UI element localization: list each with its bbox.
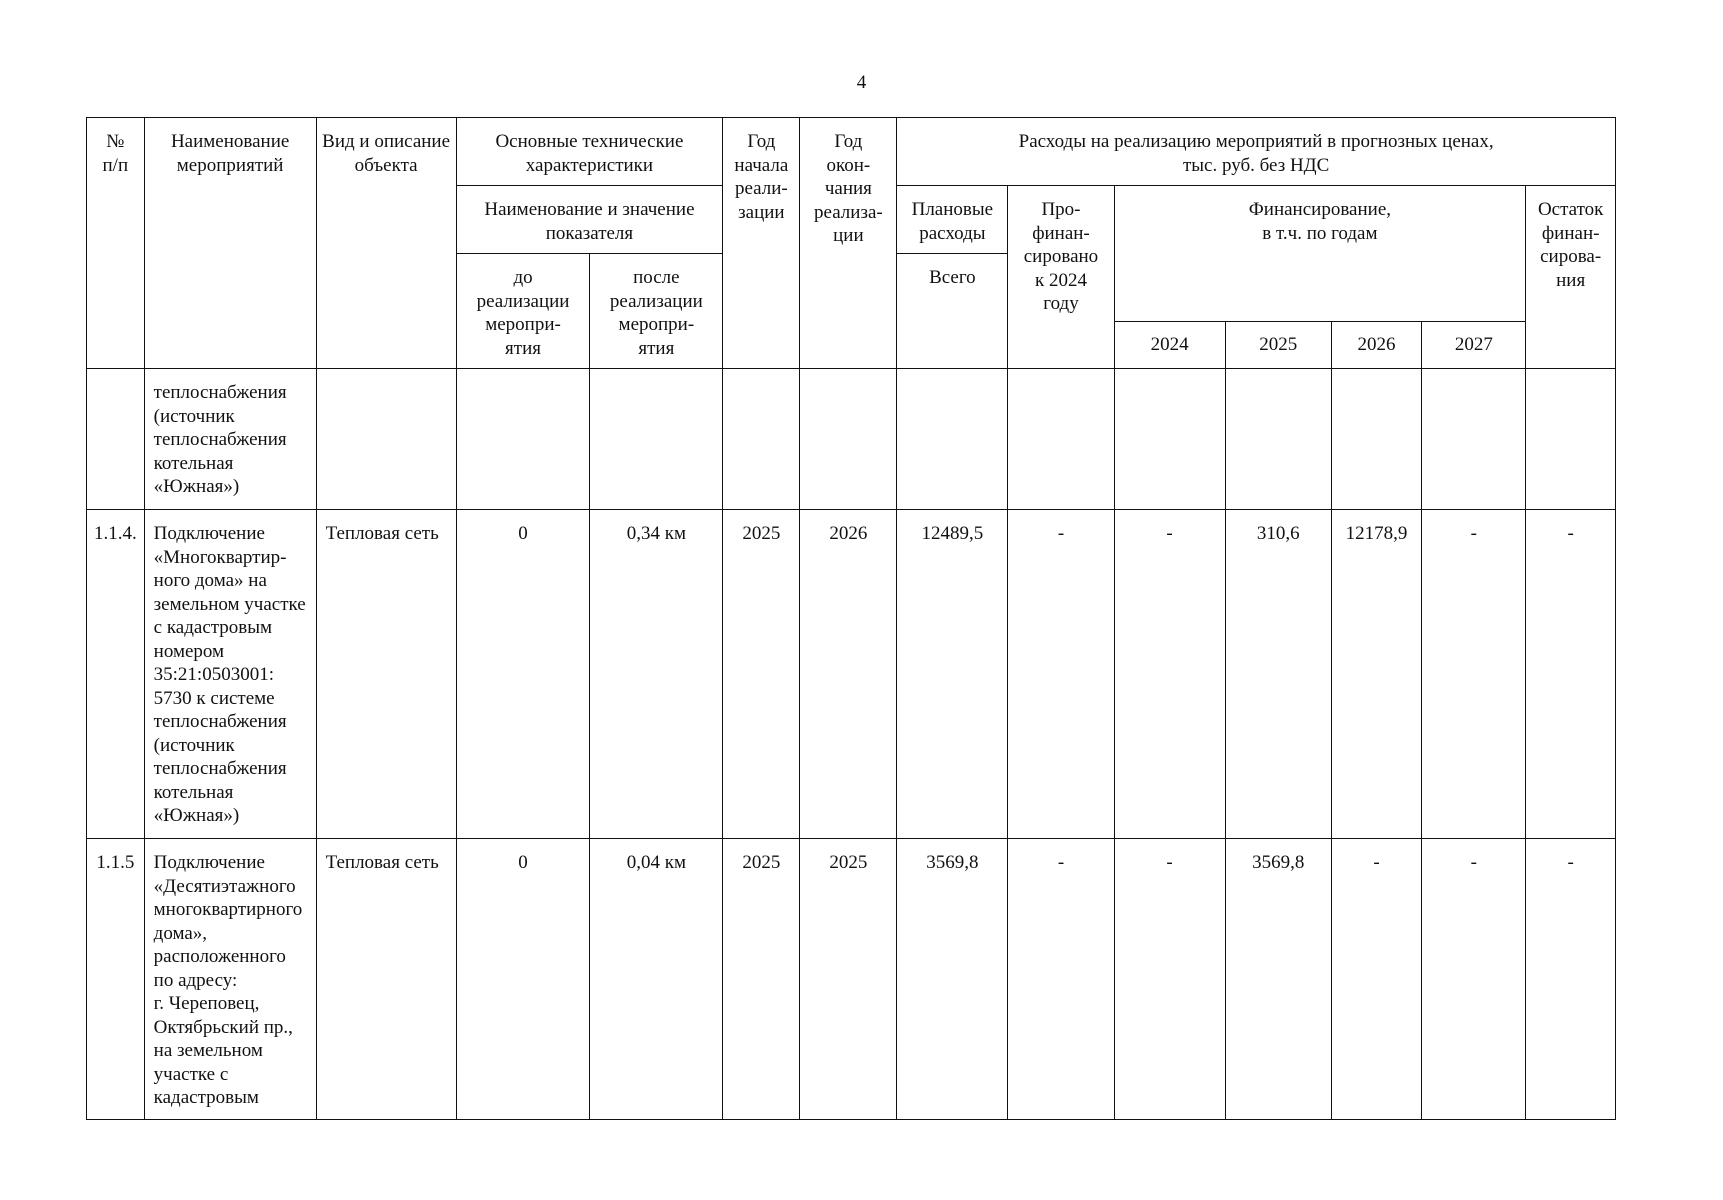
cell-name: теплоснабжения (источник теплоснабжения котельная «Южная») <box>144 369 316 510</box>
cell-end-year: 2025 <box>800 839 897 1120</box>
header-num: № п/п <box>87 118 145 369</box>
header-expenses: Расходы на реализацию мероприятий в прогнозных ценах, тыс. руб. без НДС <box>897 118 1616 186</box>
cell-before: 0 <box>456 510 590 839</box>
cell-name: Подключение «Десятиэтажного многоквартирного дома», расположенного по адресу: г. Череповец, Октябрьский пр., на земельном участке с кадастровым <box>144 839 316 1120</box>
cell-before: 0 <box>456 839 590 1120</box>
cell-remainder <box>1526 369 1616 510</box>
header-year-2024: 2024 <box>1114 322 1225 369</box>
cell-year-2027: - <box>1422 839 1526 1120</box>
cell-prefinanced <box>1008 369 1114 510</box>
cell-start-year: 2025 <box>723 510 800 839</box>
cell-end-year <box>800 369 897 510</box>
table-header <box>87 118 1616 369</box>
table-row <box>87 839 1616 1120</box>
page-number: 4 <box>856 72 867 93</box>
cell-num: 1.1.5 <box>87 839 145 1120</box>
header-year-2026: 2026 <box>1331 322 1422 369</box>
cell-year-2024: - <box>1114 839 1225 1120</box>
cell-before <box>456 369 590 510</box>
header-tech-characteristics: Основные технические характеристики <box>456 118 723 186</box>
cell-start-year <box>723 369 800 510</box>
cell-after: 0,34 км <box>590 510 723 839</box>
cell-planned-total <box>897 369 1008 510</box>
cell-object-type: Тепловая сеть <box>316 839 456 1120</box>
cell-year-2026: - <box>1331 839 1422 1120</box>
header-name: Наименование мероприятий <box>144 118 316 369</box>
header-object-type: Вид и описание объекта <box>316 118 456 369</box>
cell-year-2024 <box>1114 369 1225 510</box>
cell-year-2026: 12178,9 <box>1331 510 1422 839</box>
header-planned: Плановые расходы <box>897 186 1008 254</box>
cell-after: 0,04 км <box>590 839 723 1120</box>
header-after: после реализации меропри- ятия <box>590 254 723 369</box>
header-year-2027: 2027 <box>1422 322 1526 369</box>
cell-prefinanced: - <box>1008 510 1114 839</box>
cell-prefinanced: - <box>1008 839 1114 1120</box>
header-before: до реализации меропри- ятия <box>456 254 590 369</box>
cell-planned-total: 3569,8 <box>897 839 1008 1120</box>
cell-year-2025: 310,6 <box>1225 510 1331 839</box>
cell-year-2025 <box>1225 369 1331 510</box>
cell-start-year: 2025 <box>723 839 800 1120</box>
header-financing: Финансирование, в т.ч. по годам <box>1114 186 1526 322</box>
cell-year-2027 <box>1422 369 1526 510</box>
header-total: Всего <box>897 254 1008 369</box>
expenses-table <box>86 117 1616 1120</box>
table-row <box>87 510 1616 839</box>
cell-year-2024: - <box>1114 510 1225 839</box>
cell-object-type <box>316 369 456 510</box>
table-row <box>87 369 1616 510</box>
header-indicator: Наименование и значение показателя <box>456 186 723 254</box>
header-prefinanced: Про- финан- сировано к 2024 году <box>1008 186 1114 369</box>
header-start-year: Год начала реали- зации <box>723 118 800 369</box>
cell-planned-total: 12489,5 <box>897 510 1008 839</box>
cell-year-2027: - <box>1422 510 1526 839</box>
cell-object-type: Тепловая сеть <box>316 510 456 839</box>
cell-year-2025: 3569,8 <box>1225 839 1331 1120</box>
cell-num <box>87 369 145 510</box>
cell-after <box>590 369 723 510</box>
header-year-2025: 2025 <box>1225 322 1331 369</box>
header-end-year: Год окон- чания реализа- ции <box>800 118 897 369</box>
cell-remainder: - <box>1526 510 1616 839</box>
cell-remainder: - <box>1526 839 1616 1120</box>
cell-year-2026 <box>1331 369 1422 510</box>
header-remainder: Остаток финан- сирова- ния <box>1526 186 1616 369</box>
cell-num: 1.1.4. <box>87 510 145 839</box>
cell-end-year: 2026 <box>800 510 897 839</box>
cell-name: Подключение «Многоквартир- ного дома» на земельном участке с кадастровым номером 35:21:0503001: 5730 к системе теплоснабжения (источник теплоснабжения котельная «Южная») <box>144 510 316 839</box>
